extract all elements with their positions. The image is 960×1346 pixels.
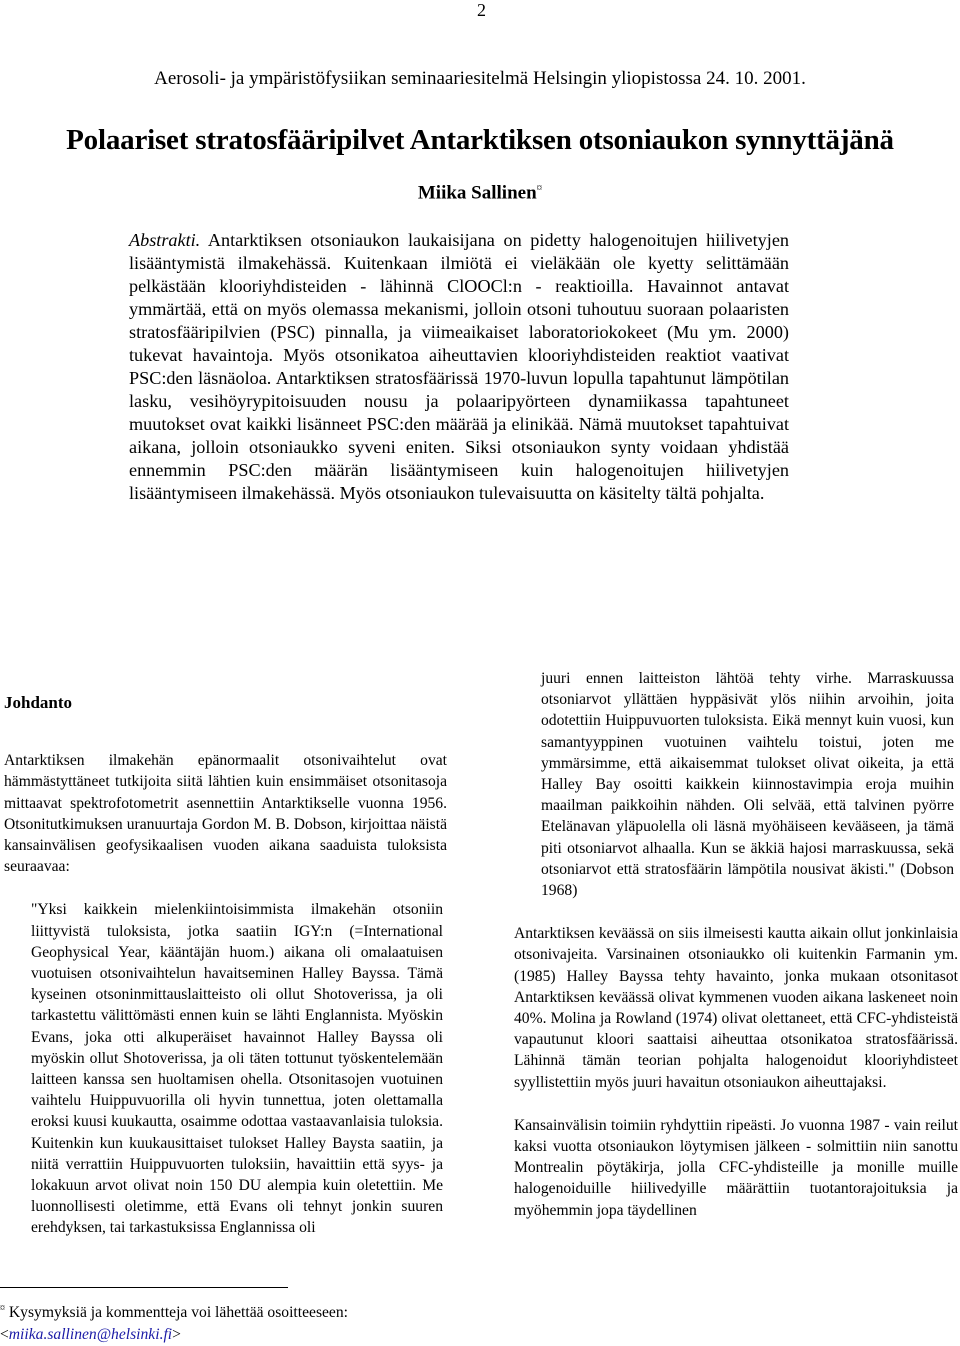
abstract-label: Abstrakti. — [129, 230, 201, 250]
intro-paragraph: Antarktiksen ilmakehän epänormaalit otsonivaihtelut ovat hämmästyttäneet tutkijoita siitä lähtien kuin ensimmäiset otsonitasoja mittaavat spektrofotometrit asennettiin Antarktikselle vuonna 1956. Otsonitutkimuksen uranuurtaja Gordon M. B. Dobson, kirjoittaa näistä kansainvälisen geofysikaalisen vuoden aikana saaduista tuloksista seuraavaa: — [4, 752, 447, 876]
email-link[interactable]: miika.sallinen@helsinki.fi — [8, 1326, 173, 1344]
dobson-quote-continued: juuri ennen laitteiston lähtöä tehty virhe. Marraskuussa otsoniarvot yllättäen hyppäsivät ylös niihin arvoihin, joita odotettiin Huippuvuorten tuloksista. Eikä mennyt kuin vuosi, kun samantyyppinen vuotuinen vaihtelu toistui, joten me ymmärsimme, että aikaisemmat tulokset olivat oikeita, ja että Halley Bay osoitti kaikkein kiinnostavimpia eroja muihin maailman paikkoihin nähden. Oli selvää, että talvinen pyörre Etelänavan yläpuolella oli läsnä myöhäiseen kevääseen, ja tämä piti otsoniarvot alhaalla. Kun se äkkiä hajosi marraskuussa, sekä otsoniarvot että stratosfäärin lämpötila nousivat äkisti." (Dobson 1968) — [541, 670, 954, 900]
author — [0, 182, 960, 204]
seminar-line: Aerosoli- ja ympäristöfysiikan seminaariesitelmä Helsingin yliopistossa 24. 10. 2001. — [154, 68, 806, 89]
footnote-text: Kysymyksiä ja kommentteja voi lähettää osoitteeseen: — [8, 1304, 348, 1322]
abstract — [129, 229, 789, 505]
email-bracket-open: < — [0, 1326, 9, 1344]
paragraph: Kansainvälisin toimiin ryhdyttiin ripeästi. Jo vuonna 1987 - vain reilut kaksi vuotta otsoniaukon löytymisen jälkeen - solmittiin niin sanottu Montrealin pöytäkirja, jolla CFC-yhdisteille ja monille muille halogenoiduille hiilivedyille määrättiin tuotantorajoituksia ja myöhemmin jopa täydellinen — [514, 1116, 958, 1219]
left-column — [4, 692, 447, 1239]
author-name: Miika Sallinen — [417, 182, 537, 204]
footnote-mark: ¤ — [0, 1303, 5, 1314]
abstract-text: Antarktiksen otsoniaukon laukaisijana on pidetty halogenoitujen hiilivetyjen lisääntymistä ilmakehässä. Kuitenkaan ilmiötä ei vieläkään ole kyetty selittämään pelkästään klooriyhdisteiden - lähinnä ClOOCl:n - reaktioilla. Havainnot antavat ymmärtää, että on myös olemassa mekanismi, jolloin otsoni tuhoutuu suoraan polaaristen stratosfääripilvien (PSC) pinnalla, ja viimeaikaiset laboratoriokokeet (Mu ym. 2000) tukevat havaintoja. Myös otsonikatoa aiheuttavien klooriyhdisteiden reaktiot vaativat PSC:den läsnäoloa. Antarktiksen stratosfäärissä 1970-luvun lopulla tapahtunut lämpötilan lasku, vesihöyrypitoisuuden nousu ja polaaripyörteen dynamiikassa tapahtuneet muutokset ovat kaikki lisänneet PSC:den määrää ja elinikää. Nämä muutokset tapahtuivat aikana, jolloin otsoniaukko syveni eniten. Siksi otsoniaukon synty voidaan yhdistää ennemmin PSC:den määrän lisääntymiseen kuin halogenoitujen hiilivetyjen lisääntymiseen ilmakehässä. Myös otsoniaukon tulevaisuutta on käsitelty tältä pohjalta. — [129, 230, 789, 503]
paper-title: Polaariset stratosfääripilvet Antarktiksen otsoniaukon synnyttäjänä — [66, 124, 894, 156]
section-heading: Johdanto — [4, 693, 73, 712]
dobson-quote: "Yksi kaikkein mielenkiintoisimmista ilmakehän otsoniin liittyvistä tuloksista, jotka saatiin IGY:n (=International Geophysical Year, kääntäjän huom.) aikana oli omalaatuisen vuotuisen otsonivaihtelun havaitseminen Halley Bayssa. Tämä kyseinen otsoninmittauslaitteisto oli ollut Shotoverissa, ja oli tarkastettu välittömästi ennen kuin se lähti Englannista. Myöskin Evans, joka otti alkuperäiset havainnot Halley Bayssa oli myöskin ollut Shotoverissa, ja oli täten tottunut työskentelemään laitteen kanssa sen huoltamisen ohella. Otsonitasojen vuotuinen vaihtelu Huippuvuorilla oli hyvin tunnettua, joten olettamalla eroksi kuusi kuukautta, osaimme odottaa vastaavanlaisia tuloksia. Kuitenkin kun kuukausittaiset tulokset Halley Baysta saatiin, ja niitä verrattiin Huippuvuorten tuloksiin, havaittiin että syys- ja lokakuun arvot olivat noin 150 DU alempia kuin oletettiin. Me luonnollisesti oletimme, että Evans oli tehnyt jonkin suuren erehdyksen, tai tarkastuksissa Englannissa oli — [31, 901, 443, 1237]
footnote-rule — [0, 1287, 288, 1288]
paragraph: Antarktiksen keväässä on siis ilmeisesti kautta aikain ollut jonkinlaisia otsonivajeita. Varsinainen otsoniaukko oli kuitenkin Farmanin ym. (1985) Halley Bayssa tehty havainto, jonka mukaan otsonitasot Antarktiksen keväässä olivat kymmenen vuoden aikana laskeneet noin 40%. Molina ja Rowland (1974) olivat olettaneet, että CFC-yhdisteistä vapautunut kloori saattaisi aiheuttaa otsonikatoa stratosfäärissä. Lähinnä tämän teorian pohjalta halogenoidut klooriyhdisteet syyllistettiin myös juuri havaitun otsoniaukon aiheuttajaksi. — [514, 925, 958, 1091]
footnote — [0, 1298, 430, 1346]
email-bracket-close: > — [172, 1326, 181, 1344]
right-column — [514, 668, 958, 1243]
page-number: 2 — [477, 0, 486, 20]
author-footnote-mark: ¤ — [536, 182, 543, 194]
